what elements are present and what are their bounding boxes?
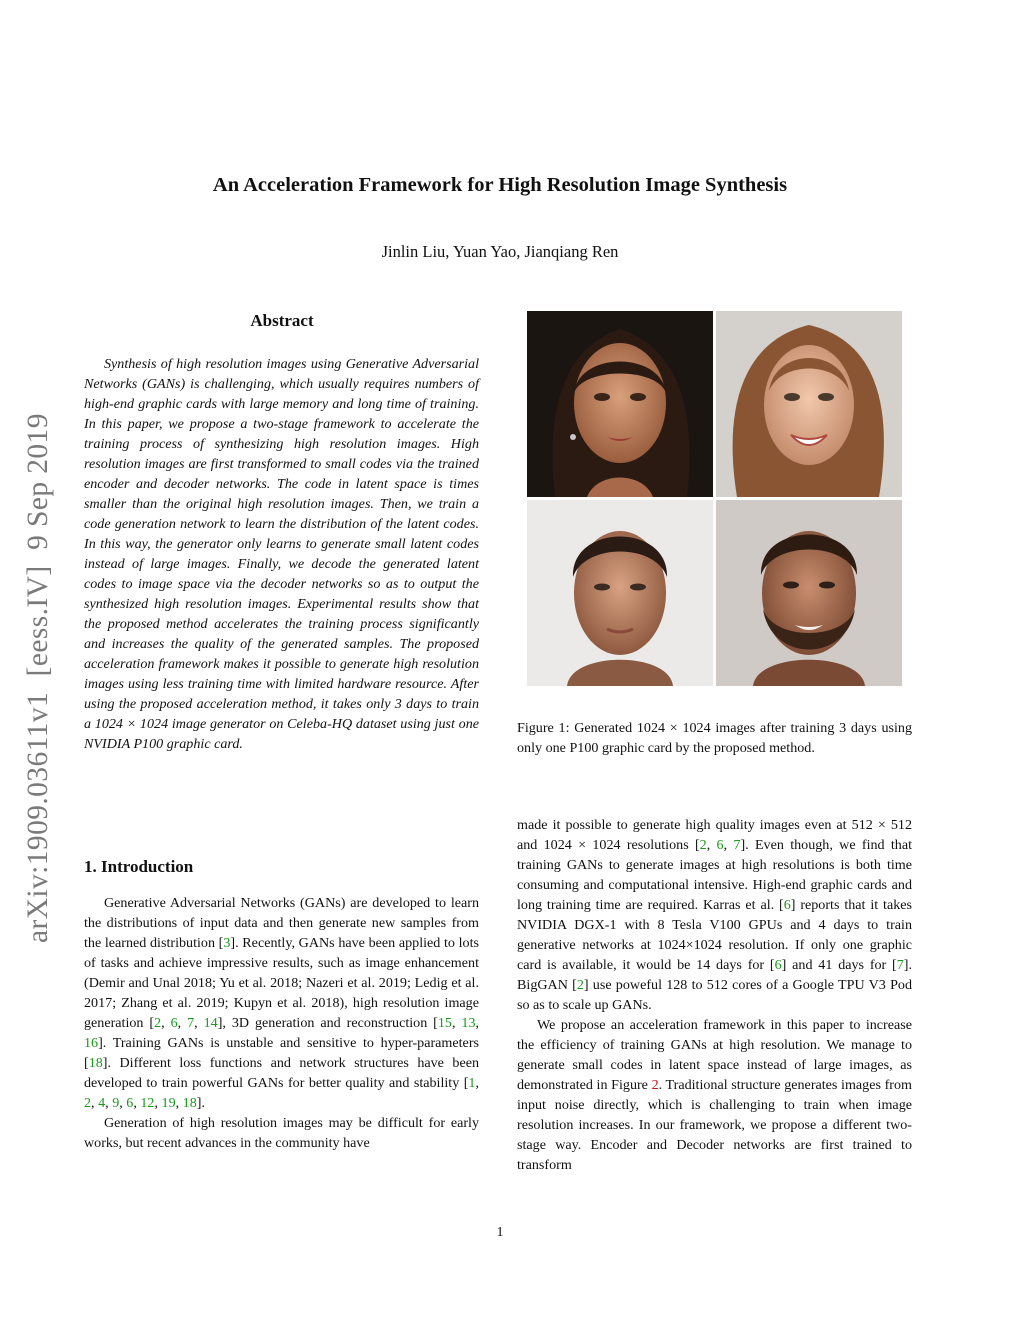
paper-authors: Jinlin Liu, Yuan Yao, Jianqiang Ren bbox=[381, 242, 619, 261]
citation-link[interactable]: 14 bbox=[203, 1015, 218, 1031]
figure-1-caption: Figure 1: Generated 1024 × 1024 images after training 3 days using only one P100 graphic card by the proposed method. bbox=[517, 720, 912, 756]
citation-link[interactable]: 12 bbox=[140, 1095, 155, 1111]
citation-link[interactable]: 6 bbox=[774, 957, 782, 973]
arxiv-identifier-stamp: arXiv:1909.03611v1 [eess.IV] 9 Sep 2019 bbox=[22, 413, 54, 943]
abstract-heading: Abstract bbox=[250, 311, 314, 330]
generated-face-2 bbox=[716, 311, 902, 497]
right-column-body bbox=[517, 815, 912, 1175]
citation-link[interactable]: 19 bbox=[161, 1095, 176, 1111]
intro-paragraph-3: made it possible to generate high quality images even at 512 × 512 and 1024 × 1024 resolutions [2, 6, 7]. Even though, we find that training GANs to generate images at high resolutions is both time consuming and computational intensive. High-end graphic cards and long training time are required. Karras et al. [6] reports that it takes NVIDIA DGX-1 with 8 Tesla V100 GPUs and 4 days to train generative networks at 1024×1024 resolution. If only one graphic card is available, it would be 14 days for [6] and 41 days for [7]. BigGAN [2] use poweful 128 to 512 cores of a Google TPU V3 Pod so as to scale up GANs. bbox=[517, 817, 913, 1013]
generated-face-4 bbox=[716, 500, 902, 686]
paper-title: An Acceleration Framework for High Resolution Image Synthesis bbox=[212, 174, 788, 196]
intro-paragraph-2: Generation of high resolution images may be difficult for early works, but recent advances in the community have bbox=[84, 1115, 479, 1151]
citation-link[interactable]: 2 bbox=[84, 1095, 92, 1111]
citation-link[interactable]: 6 bbox=[716, 837, 724, 853]
citation-link[interactable]: 18 bbox=[88, 1055, 103, 1071]
citation-link[interactable]: 2 bbox=[699, 837, 707, 853]
citation-link[interactable]: 6 bbox=[783, 897, 791, 913]
intro-paragraph-1: Generative Adversarial Networks (GANs) are developed to learn the distributions of input data and then generate new samples from the learned distribution [3]. Recently, GANs have been applied to lots of tasks and achieve impressive results, such as image enhancement (Demir and Unal 2018; Yu et al. 2018; Nazeri et al. 2019; Ledig et al. 2017; Zhang et al. 2019; Kupyn et al. 2018), high resolution image generation [2, 6, 7, 14], 3D generation and reconstruction [15, 13, 16]. Training GANs is unstable and sensitive to hyper-parameters [18]. Different loss functions and network structures have been developed to train powerful GANs for better quality and stability [1, 2, 4, 9, 6, 12, 19, 18]. bbox=[84, 895, 480, 1111]
citation-link[interactable]: 13 bbox=[461, 1015, 476, 1031]
citation-link[interactable]: 2 bbox=[576, 977, 584, 993]
citation-link[interactable]: 7 bbox=[187, 1015, 195, 1031]
figure-reference-link[interactable]: 2 bbox=[651, 1077, 659, 1093]
intro-paragraph-4: We propose an acceleration framework in this paper to increase the efficiency of training GANs at high resolution. We manage to generate small codes in latent space instead of large images, as demonstrated in Figure 2. Traditional structure generates images from input noise directly, which is challenging to train when image resolution increases. In our framework, we propose a different two-stage way. Encoder and Decoder networks are first trained to transform bbox=[517, 1017, 912, 1173]
citation-link[interactable]: 6 bbox=[126, 1095, 134, 1111]
left-column-body bbox=[84, 893, 479, 1153]
citation-link[interactable]: 16 bbox=[84, 1035, 99, 1051]
citation-link[interactable]: 3 bbox=[223, 935, 231, 951]
citation-link[interactable]: 7 bbox=[896, 957, 904, 973]
page-number: 1 bbox=[496, 1225, 504, 1240]
section-heading-introduction: 1. Introduction bbox=[84, 857, 194, 876]
citation-link[interactable]: 2 bbox=[154, 1015, 162, 1031]
citation-link[interactable]: 7 bbox=[733, 837, 741, 853]
citation-link[interactable]: 4 bbox=[98, 1095, 106, 1111]
abstract-body: Synthesis of high resolution images using Generative Adversarial Networks (GANs) is challenging, which usually requires numbers of high-end graphic cards with large memory and long time of training. In this paper, we propose a two-stage framework to accelerate the training process of synthesizing high resolution images. High resolution images are first transformed to small codes via the trained encoder and decoder networks. The code in latent space is times smaller than the original high resolution images. Then, we train a code generation network to learn the distribution of the latent codes. In this way, the generator only learns to generate small latent codes instead of large images. Finally, we decode the generated latent codes to image space via the decoder networks so as to output the synthesized high resolution images. Experimental results show that the proposed method accelerates the training process significantly and increases the quality of the generated samples. The proposed acceleration framework makes it possible to generate high resolution images using less training time with limited hardware resource. After using the proposed acceleration method, it takes only 3 days to train a 1024 × 1024 image generator on Celeba-HQ dataset using just one NVIDIA P100 graphic card. bbox=[84, 356, 479, 752]
citation-link[interactable]: 9 bbox=[112, 1095, 120, 1111]
generated-face-1 bbox=[527, 311, 713, 497]
figure-generated-faces-grid bbox=[527, 311, 902, 686]
generated-face-3 bbox=[527, 500, 713, 686]
citation-link[interactable]: 1 bbox=[468, 1075, 476, 1091]
citation-link[interactable]: 15 bbox=[437, 1015, 452, 1031]
citation-link[interactable]: 18 bbox=[182, 1095, 197, 1111]
citation-link[interactable]: 6 bbox=[170, 1015, 178, 1031]
